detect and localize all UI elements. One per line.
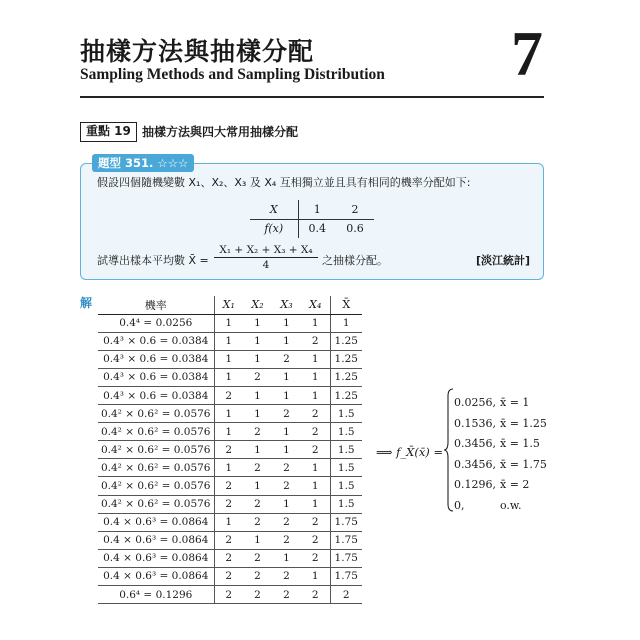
value-cell: 2: [301, 513, 330, 531]
value-cell: 1: [301, 386, 330, 404]
left-brace-icon: [444, 388, 454, 512]
value-cell: 2: [272, 477, 301, 495]
table-row: [98, 350, 362, 368]
value-cell: 2: [243, 513, 272, 531]
distribution-table: [250, 200, 374, 238]
value-cell: 1: [272, 549, 301, 567]
solution-mark: 解: [80, 296, 93, 310]
value-cell: 1: [301, 314, 330, 332]
value-cell: 2: [301, 405, 330, 423]
piecewise-line: [454, 437, 540, 450]
piecewise-line: [454, 478, 529, 491]
distribution-row-x: [250, 200, 374, 219]
value-cell: 2: [214, 386, 243, 404]
mean-cell: 1.75: [330, 549, 362, 567]
header-cell: X₄: [301, 296, 330, 314]
value-cell: 1: [214, 405, 243, 423]
problem-statement: 假設四個隨機變數 X₁、X₂、X₃ 及 X₄ 互相獨立並且具有相同的機率分配如下:: [97, 176, 471, 189]
chapter-title-en: Sampling Methods and Sampling Distribution: [80, 66, 385, 83]
mean-cell: 1.5: [330, 477, 362, 495]
value-cell: 2: [301, 423, 330, 441]
probability-cell: 0.4 × 0.6³ = 0.0864: [98, 549, 214, 567]
value-cell: 2: [272, 405, 301, 423]
probability-cell: 0.4² × 0.6² = 0.0576: [98, 441, 214, 459]
piecewise-line: [454, 458, 547, 471]
probability-cell: 0.4 × 0.6³ = 0.0864: [98, 531, 214, 549]
probability-cell: 0.4 × 0.6³ = 0.0864: [98, 513, 214, 531]
value-cell: 2: [214, 531, 243, 549]
table-row: [98, 459, 362, 477]
fraction-numerator: X₁ + X₂ + X₃ + X₄: [214, 244, 318, 258]
piece-condition: x̄ = 1: [500, 396, 530, 409]
header-cell: 機率: [98, 296, 214, 314]
value-cell: 1: [214, 459, 243, 477]
value-cell: 2: [272, 459, 301, 477]
table-row: [98, 477, 362, 495]
piecewise-line: [454, 396, 529, 409]
distribution-row-f: [250, 219, 374, 238]
mean-cell: 1.5: [330, 459, 362, 477]
value-cell: 1: [301, 477, 330, 495]
distribution-cell: 1: [298, 200, 336, 219]
probability-cell: 0.4² × 0.6² = 0.0576: [98, 423, 214, 441]
mean-cell: 1.75: [330, 513, 362, 531]
piece-condition: x̄ = 2: [500, 478, 530, 491]
value-cell: 1: [272, 441, 301, 459]
value-cell: 1: [272, 332, 301, 350]
table-row: [98, 368, 362, 386]
probability-cell: 0.4 × 0.6³ = 0.0864: [98, 567, 214, 585]
value-cell: 2: [301, 531, 330, 549]
header-cell: X₁: [214, 296, 243, 314]
problem-question-end: 之抽樣分配。: [322, 254, 388, 267]
value-cell: 2: [243, 586, 272, 604]
piece-value: 0.3456,: [454, 457, 496, 471]
table-row: [98, 405, 362, 423]
section-label: 重點 19: [80, 122, 137, 142]
probability-cell: 0.4⁴ = 0.0256: [98, 314, 214, 332]
piece-value: 0.3456,: [454, 437, 496, 450]
header-cell: X̄: [330, 296, 362, 314]
value-cell: 2: [272, 513, 301, 531]
sample-mean-fraction: [214, 244, 318, 271]
probability-cell: 0.4² × 0.6² = 0.0576: [98, 495, 214, 513]
distribution-cell: 0.6: [346, 222, 364, 236]
mean-cell: 1.25: [330, 332, 362, 350]
table-row: [98, 567, 362, 585]
distribution-cell: f(x): [250, 219, 298, 238]
probability-table-header: [98, 296, 362, 314]
value-cell: 1: [214, 423, 243, 441]
chapter-title-zh: 抽樣方法與抽樣分配: [80, 37, 315, 66]
value-cell: 2: [243, 495, 272, 513]
probability-cell: 0.4³ × 0.6 = 0.0384: [98, 350, 214, 368]
value-cell: 2: [214, 477, 243, 495]
piece-value: 0.1536,: [454, 416, 496, 430]
value-cell: 2: [243, 459, 272, 477]
value-cell: 2: [243, 567, 272, 585]
table-row: [98, 332, 362, 350]
mean-cell: 1.5: [330, 423, 362, 441]
value-cell: 1: [214, 350, 243, 368]
piecewise-line: [454, 417, 547, 430]
value-cell: 2: [243, 368, 272, 386]
value-cell: 1: [272, 495, 301, 513]
value-cell: 1: [272, 423, 301, 441]
value-cell: 1: [243, 441, 272, 459]
piece-value: 0,: [454, 498, 465, 512]
value-cell: 1: [243, 350, 272, 368]
probability-cell: 0.4² × 0.6² = 0.0576: [98, 459, 214, 477]
value-cell: 1: [272, 314, 301, 332]
table-row: [98, 495, 362, 513]
fraction-denominator: 4: [262, 259, 270, 271]
value-cell: 1: [301, 495, 330, 513]
mean-cell: 1.75: [330, 531, 362, 549]
table-row: [98, 513, 362, 531]
value-cell: 2: [301, 441, 330, 459]
piece-condition: x̄ = 1.75: [500, 457, 547, 471]
distribution-cell: 2: [336, 200, 374, 219]
value-cell: 1: [243, 405, 272, 423]
value-cell: 1: [301, 368, 330, 386]
probability-cell: 0.4² × 0.6² = 0.0576: [98, 477, 214, 495]
table-row: [98, 423, 362, 441]
value-cell: 1: [243, 477, 272, 495]
value-cell: 2: [272, 567, 301, 585]
value-cell: 1: [301, 459, 330, 477]
mean-cell: 1.5: [330, 405, 362, 423]
value-cell: 1: [214, 332, 243, 350]
piece-value: 0.0256,: [454, 396, 496, 409]
value-cell: 2: [243, 549, 272, 567]
distribution-cell: X: [250, 200, 298, 219]
mean-cell: 2: [330, 586, 362, 604]
probability-cell: 0.4³ × 0.6 = 0.0384: [98, 386, 214, 404]
mean-cell: 1: [330, 314, 362, 332]
header-cell: X₃: [272, 296, 301, 314]
value-cell: 2: [214, 495, 243, 513]
mean-cell: 1.5: [330, 495, 362, 513]
piece-condition: o.w.: [500, 498, 522, 512]
distribution-cell: 0.4: [308, 222, 326, 236]
table-row: [98, 441, 362, 459]
value-cell: 2: [214, 549, 243, 567]
probability-cell: 0.4³ × 0.6 = 0.0384: [98, 332, 214, 350]
value-cell: 2: [272, 531, 301, 549]
section-title: 抽樣方法與四大常用抽樣分配: [142, 125, 299, 139]
table-row: [98, 531, 362, 549]
problem-source: [淡江統計]: [476, 254, 531, 267]
value-cell: 1: [214, 314, 243, 332]
mean-cell: 1.75: [330, 567, 362, 585]
table-row: [98, 586, 362, 604]
value-cell: 1: [272, 386, 301, 404]
value-cell: 1: [214, 368, 243, 386]
piecewise-line: [454, 499, 522, 512]
header-cell: X₂: [243, 296, 272, 314]
mean-cell: 1.25: [330, 386, 362, 404]
value-cell: 1: [243, 386, 272, 404]
mean-cell: 1.25: [330, 350, 362, 368]
value-cell: 2: [272, 350, 301, 368]
value-cell: 2: [301, 549, 330, 567]
result-expression: ⟹ f_X̄(x̄) =: [376, 445, 444, 459]
piece-condition: x̄ = 1.25: [500, 416, 547, 430]
table-row: [98, 386, 362, 404]
table-row: [98, 549, 362, 567]
chapter-number: 7: [511, 18, 543, 89]
value-cell: 2: [214, 567, 243, 585]
mean-cell: 1.5: [330, 441, 362, 459]
value-cell: 1: [301, 567, 330, 585]
value-cell: 2: [301, 586, 330, 604]
value-cell: 1: [214, 513, 243, 531]
probability-cell: 0.4² × 0.6² = 0.0576: [98, 405, 214, 423]
probability-table: [98, 296, 362, 604]
value-cell: 1: [243, 531, 272, 549]
value-cell: 2: [243, 423, 272, 441]
value-cell: 2: [214, 441, 243, 459]
value-cell: 1: [243, 332, 272, 350]
piece-condition: x̄ = 1.5: [500, 437, 540, 450]
value-cell: 1: [301, 350, 330, 368]
table-row: [98, 314, 362, 332]
header-rule: [80, 96, 544, 98]
probability-cell: 0.4³ × 0.6 = 0.0384: [98, 368, 214, 386]
value-cell: 2: [301, 332, 330, 350]
piece-value: 0.1296,: [454, 478, 496, 491]
value-cell: 1: [243, 314, 272, 332]
value-cell: 1: [272, 368, 301, 386]
problem-question: 試導出樣本平均數 X̄ =: [97, 254, 209, 267]
problem-tag: 題型 351. ☆☆☆: [92, 154, 194, 172]
mean-cell: 1.25: [330, 368, 362, 386]
value-cell: 2: [272, 586, 301, 604]
probability-cell: 0.6⁴ = 0.1296: [98, 586, 214, 604]
value-cell: 2: [214, 586, 243, 604]
